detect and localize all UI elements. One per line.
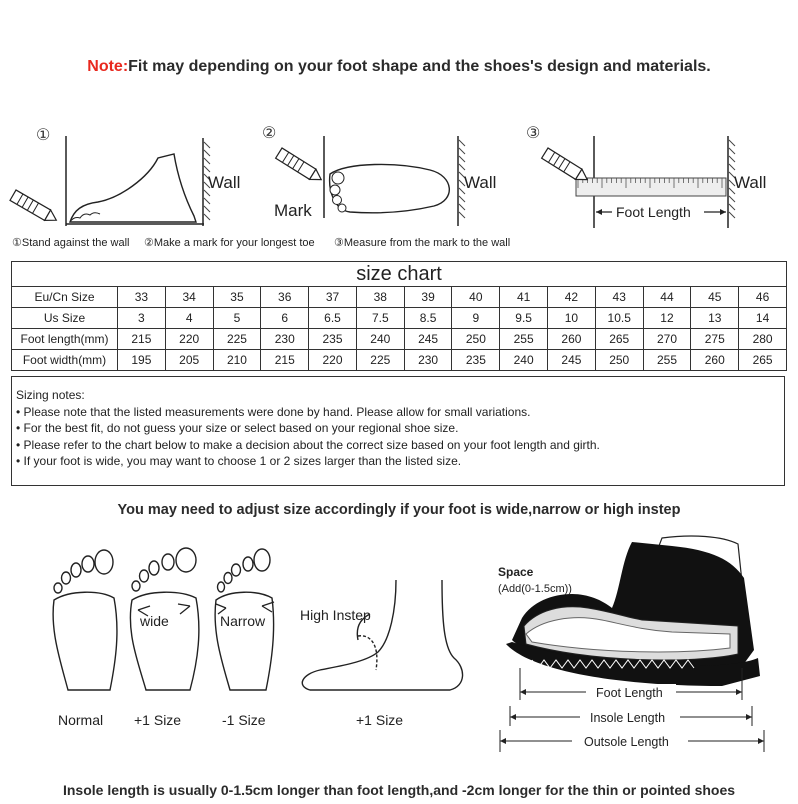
foot-types-figure [40,540,480,700]
size-chart-cell: 12 [643,308,691,329]
size-chart-cell: 245 [548,350,596,371]
size-chart-cell: 10.5 [595,308,643,329]
sizing-notes [11,376,785,486]
high-instep-label: High Instep [300,607,371,623]
size-chart-cell: 220 [309,350,357,371]
size-chart-cell: 265 [595,329,643,350]
normal-size-label: Normal [58,712,104,728]
fit-note [0,58,798,76]
step-2-number: ② [262,125,277,142]
sizing-note-item: • For the best fit, do not guess your size or select based on your regional shoe size. [16,421,459,435]
size-chart-cell: 45 [691,287,739,308]
size-chart-cell: 250 [595,350,643,371]
step-1-figure [8,118,248,233]
size-chart-cell: 240 [356,329,404,350]
shoe-diagram [492,530,792,755]
size-chart-cell: 235 [309,329,357,350]
size-chart-cell: 210 [213,350,261,371]
size-chart-cell: 255 [643,350,691,371]
size-chart-cell: 255 [500,329,548,350]
wide-size-label: +1 Size [134,712,182,728]
size-chart-cell: 37 [309,287,357,308]
sizing-notes-heading: Sizing notes: [16,388,85,402]
size-chart-row [12,287,787,308]
size-chart-cell: 260 [548,329,596,350]
size-chart-cell: 235 [452,350,500,371]
size-chart-cell: 215 [261,350,309,371]
size-chart-cell: 6 [261,308,309,329]
narrow-size-label: -1 Size [222,712,266,728]
size-chart-cell: 46 [739,287,787,308]
size-chart-row-label: Us Size [12,308,118,329]
size-chart [11,261,787,371]
size-chart-cell: 7.5 [356,308,404,329]
size-chart-row-label: Foot length(mm) [12,329,118,350]
size-chart-row [12,308,787,329]
size-chart-cell: 44 [643,287,691,308]
space-range-label: (Add(0-1.5cm)) [498,583,572,595]
outsole-length-label: Outsole Length [584,735,669,749]
size-chart-cell: 220 [165,329,213,350]
size-chart-cell: 39 [404,287,452,308]
size-chart-cell: 38 [356,287,404,308]
step-2-figure [258,118,518,233]
size-chart-cell: 8.5 [404,308,452,329]
size-chart-cell: 33 [118,287,166,308]
foot-length-label: Foot Length [596,686,663,700]
size-chart-cell: 36 [261,287,309,308]
step-3-figure [520,118,790,233]
step-1-number: ① [36,127,51,144]
size-chart-cell: 245 [404,329,452,350]
size-chart-cell: 225 [356,350,404,371]
sizing-note-item: • If your foot is wide, you may want to choose 1 or 2 sizes larger than the listed size. [16,454,462,468]
insole-length-label: Insole Length [590,711,666,725]
step-3-wall-label: Wall [734,173,767,192]
size-chart-cell: 265 [739,350,787,371]
size-chart-cell: 205 [165,350,213,371]
size-chart-cell: 35 [213,287,261,308]
size-chart-row [12,350,787,371]
size-chart-row [12,329,787,350]
sizing-note-item: • Please note that the listed measurements were done by hand. Please allow for small variations. [16,404,531,419]
step-3-number: ③ [526,125,541,142]
size-chart-row-label: Eu/Cn Size [12,287,118,308]
footer-note: Insole length is usually 0-1.5cm longer than foot length,and -2cm longer for the thin or pointed shoes [62,782,736,798]
size-chart-cell: 270 [643,329,691,350]
step-1-caption: ①Stand against the wall [12,237,130,249]
size-chart-cell: 4 [165,308,213,329]
size-chart-cell: 34 [165,287,213,308]
size-chart-cell: 13 [691,308,739,329]
size-chart-title: size chart [12,262,787,287]
size-chart-cell: 9.5 [500,308,548,329]
size-chart-cell: 42 [548,287,596,308]
size-chart-cell: 3 [118,308,166,329]
size-chart-cell: 6.5 [309,308,357,329]
size-chart-cell: 225 [213,329,261,350]
high-instep-size-label: +1 Size [356,712,404,728]
size-chart-cell: 215 [118,329,166,350]
adjust-heading: You may need to adjust size accordingly if your foot is wide,narrow or high instep [117,502,681,518]
size-chart-cell: 14 [739,308,787,329]
wide-label: wide [140,613,169,629]
size-chart-cell: 195 [118,350,166,371]
size-chart-cell: 40 [452,287,500,308]
size-chart-cell: 280 [739,329,787,350]
step-1-wall-label: Wall [208,173,241,192]
size-chart-table [11,261,787,371]
size-chart-cell: 230 [261,329,309,350]
size-chart-cell: 275 [691,329,739,350]
step-3-caption: ③Measure from the mark to the wall [334,237,511,249]
size-chart-cell: 240 [500,350,548,371]
normal-foot-icon [53,550,117,690]
size-chart-cell: 260 [691,350,739,371]
high-instep-foot-icon [302,580,462,690]
note-prefix: Note: [87,58,129,75]
sizing-note-item: • Please refer to the chart below to make a decision about the correct size based on your foot length and girth. [16,437,600,452]
narrow-label: Narrow [220,613,266,629]
size-chart-cell: 250 [452,329,500,350]
size-chart-cell: 230 [404,350,452,371]
step-2-mark-label: Mark [274,201,312,220]
size-chart-cell: 5 [213,308,261,329]
step-2-wall-label: Wall [464,173,497,192]
size-chart-row-label: Foot width(mm) [12,350,118,371]
size-chart-cell: 43 [595,287,643,308]
size-chart-cell: 41 [500,287,548,308]
space-label: Space [498,565,534,579]
step-2-caption: ②Make a mark for your longest toe [144,237,315,249]
size-chart-cell: 9 [452,308,500,329]
size-chart-cell: 10 [548,308,596,329]
step-3-foot-length-label: Foot Length [616,204,691,220]
note-text: Fit may depending on your foot shape and the shoes's design and materials. [128,58,711,75]
